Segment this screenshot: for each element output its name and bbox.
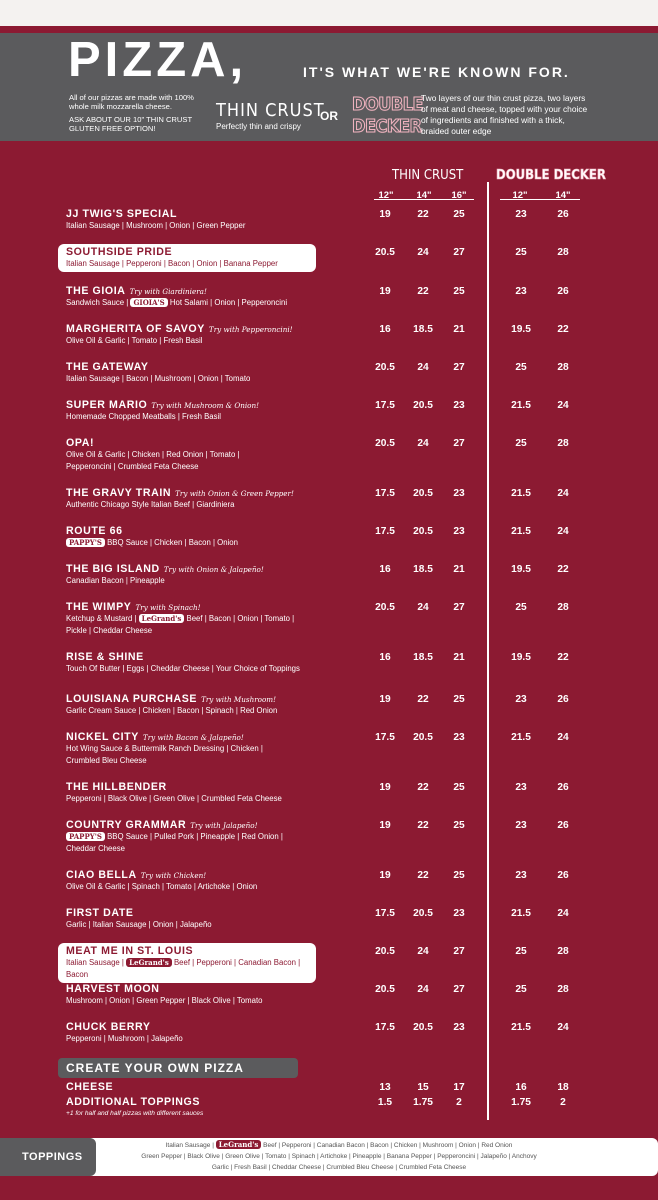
double-decker-logo <box>352 94 424 140</box>
pizza-name <box>58 601 316 613</box>
price-cell: 28 <box>557 247 569 258</box>
size-thin-16: 16" <box>451 190 467 201</box>
pizza-ingredients: PAPPY'S BBQ Sauce | Chicken | Bacon | Onion <box>58 537 316 549</box>
price-cell: 21.5 <box>511 400 531 411</box>
price-cell: 25 <box>515 247 527 258</box>
half-and-half-note: +1 for half and half pizzas with different sauces <box>66 1110 204 1117</box>
toppings-list <box>104 1140 574 1173</box>
price-cell: 25 <box>453 870 465 881</box>
page-title: PIZZA, <box>68 33 248 87</box>
pizza-name <box>58 487 316 499</box>
price-cell: 27 <box>453 247 465 258</box>
price-cell: 19 <box>379 870 391 881</box>
price-cell: 24 <box>417 247 429 258</box>
pizza-ingredients: Garlic Cream Sauce | Chicken | Bacon | Spinach | Red Onion <box>66 706 278 715</box>
price-cell: 25 <box>453 782 465 793</box>
pizza-ingredients: PAPPY'S BBQ Sauce | Pulled Pork | Pineapple | Red Onion | <box>58 831 316 843</box>
pizza-ingredients: Hot Wing Sauce & Buttermilk Ranch Dressing | Chicken | <box>66 744 263 753</box>
pizza-name-text: THE BIG ISLAND <box>66 563 160 575</box>
price-cell: 27 <box>453 438 465 449</box>
price-cell: 24 <box>557 400 569 411</box>
price-cell: 25 <box>515 602 527 613</box>
try-suggestion: Try with Onion & Green Pepper! <box>175 489 294 498</box>
price-cell: 2 <box>456 1097 462 1108</box>
price-cell: 25 <box>515 984 527 995</box>
pizza-name-text: HARVEST MOON <box>66 983 160 995</box>
price-cell: 21.5 <box>511 1022 531 1033</box>
pizza-name <box>58 563 316 575</box>
pizza-item <box>58 599 316 639</box>
price-cell: 17 <box>453 1082 465 1093</box>
price-cell: 23 <box>453 908 465 919</box>
price-cell: 22 <box>557 564 569 575</box>
price-cell: 20.5 <box>375 602 395 613</box>
double-word: DOUBLE <box>352 94 424 115</box>
brand-badge: LeGrand's <box>126 958 172 967</box>
try-suggestion: Try with Mushroom! <box>201 695 277 704</box>
pizza-item <box>58 867 316 895</box>
price-cell: 20.5 <box>375 984 395 995</box>
price-cell: 24 <box>557 908 569 919</box>
pizza-item <box>58 649 316 677</box>
price-cell: 20.5 <box>413 400 433 411</box>
pizza-name <box>58 246 316 258</box>
size-thin-14: 14" <box>416 190 432 201</box>
price-cell: 22 <box>417 820 429 831</box>
top-strip <box>0 0 658 26</box>
price-cell: 22 <box>417 694 429 705</box>
toppings-label: TOPPINGS <box>22 1151 83 1163</box>
try-suggestion: Try with Chicken! <box>140 871 207 880</box>
price-cell: 17.5 <box>375 1022 395 1033</box>
price-cell: 27 <box>453 602 465 613</box>
price-cell: 22 <box>417 782 429 793</box>
price-cell: 23 <box>453 1022 465 1033</box>
toppings-line: Garlic | Fresh Basil | Cheddar Cheese | Crumbled Bleu Cheese | Crumbled Feta Cheese <box>211 1164 467 1171</box>
pizza-item <box>58 1019 316 1047</box>
price-cell: 26 <box>557 286 569 297</box>
pizza-ingredients: Pepperoni | Black Olive | Green Olive | Crumbled Feta Cheese <box>66 794 282 803</box>
price-cell: 24 <box>557 488 569 499</box>
pizza-ingredients: Touch Of Butter | Eggs | Cheddar Cheese | Your Choice of Toppings <box>66 664 300 673</box>
price-cell: 16 <box>379 652 391 663</box>
pizza-name-text: CHUCK BERRY <box>66 1021 151 1033</box>
pizza-name <box>58 437 316 449</box>
price-cell: 28 <box>557 984 569 995</box>
price-cell: 19.5 <box>511 324 531 335</box>
price-cell: 16 <box>379 564 391 575</box>
pizza-item <box>58 321 316 349</box>
price-cell: 23 <box>515 782 527 793</box>
pizza-item <box>58 817 316 857</box>
price-cell: 26 <box>557 870 569 881</box>
price-cell: 17.5 <box>375 400 395 411</box>
pizza-item <box>58 397 316 425</box>
price-cell: 21.5 <box>511 732 531 743</box>
pizza-name <box>58 945 316 957</box>
price-cell: 22 <box>557 652 569 663</box>
price-cell: 19 <box>379 209 391 220</box>
pizza-name-text: CIAO BELLA <box>66 869 137 881</box>
pizza-name <box>58 781 316 793</box>
price-cell: 22 <box>417 209 429 220</box>
pizza-ingredients: Mushroom | Onion | Green Pepper | Black Olive | Tomato <box>66 996 263 1005</box>
price-cell: 26 <box>557 209 569 220</box>
cheese-label: CHEESE <box>66 1081 114 1093</box>
price-cell: 21 <box>453 652 465 663</box>
toppings-line: Green Pepper | Black Olive | Green Olive | Tomato | Spinach | Artichoke | Pineapple | Banana Pepper | Pepperoncini | Jalapeño | Anchovy <box>141 1153 537 1160</box>
pizza-ingredients: Authentic Chicago Style Italian Beef | Giardiniera <box>66 500 235 509</box>
price-cell: 24 <box>557 732 569 743</box>
price-cell: 20.5 <box>375 362 395 373</box>
try-suggestion: Try with Spinach! <box>135 603 201 612</box>
pizza-name-text: THE GRAVY TRAIN <box>66 487 172 499</box>
price-cell: 23 <box>515 870 527 881</box>
brand-badge: GIOIA'S <box>130 298 167 307</box>
pizza-ingredients: Pickle | Cheddar Cheese <box>66 626 153 635</box>
price-cell: 24 <box>557 1022 569 1033</box>
pizza-item <box>58 729 316 769</box>
pizza-ingredients: Cheddar Cheese <box>66 844 125 853</box>
thin-crust-title: THIN CRUST <box>216 100 325 121</box>
pizza-name <box>58 525 316 537</box>
intro-line-gluten-free: ASK ABOUT OUR 10" THIN CRUST GLUTEN FREE OPTION! <box>69 114 192 134</box>
price-cell: 26 <box>557 782 569 793</box>
pizza-item <box>58 435 316 475</box>
price-cell: 28 <box>557 946 569 957</box>
price-cell: 20.5 <box>413 488 433 499</box>
price-cell: 19 <box>379 694 391 705</box>
pizza-item <box>58 779 316 807</box>
brand-badge: LeGrand's <box>139 614 185 623</box>
thin-crust-column-header: THIN CRUST <box>392 168 464 183</box>
pizza-name-text: FIRST DATE <box>66 907 134 919</box>
price-cell: 22 <box>417 286 429 297</box>
price-cell: 13 <box>379 1082 391 1093</box>
thin-crust-subtitle: Perfectly thin and crispy <box>216 122 301 131</box>
price-cell: 22 <box>417 870 429 881</box>
price-cell: 21.5 <box>511 488 531 499</box>
pizza-name <box>58 983 316 995</box>
pizza-ingredients: Italian Sausage | Bacon | Mushroom | Onion | Tomato <box>66 374 251 383</box>
pizza-ingredients: Canadian Bacon | Pineapple <box>66 576 165 585</box>
pizza-ingredients: Olive Oil & Garlic | Chicken | Red Onion | Tomato | <box>66 450 240 459</box>
brand-badge: PAPPY'S <box>66 832 105 841</box>
price-cell: 20.5 <box>413 526 433 537</box>
intro-text <box>69 93 209 137</box>
pizza-ingredients: Olive Oil & Garlic | Tomato | Fresh Basil <box>66 336 203 345</box>
pizza-name-text: RISE & SHINE <box>66 651 144 663</box>
price-cell: 20.5 <box>413 1022 433 1033</box>
pizza-ingredients: Homemade Chopped Meatballs | Fresh Basil <box>66 412 222 421</box>
pizza-item <box>58 244 316 272</box>
price-cell: 1.75 <box>413 1097 433 1108</box>
price-cell: 22 <box>557 324 569 335</box>
pizza-item <box>58 359 316 387</box>
try-suggestion: Try with Bacon & Jalapeño! <box>142 733 244 742</box>
price-cell: 23 <box>453 732 465 743</box>
toppings-line: Italian Sausage | LeGrand's Beef | Pepperoni | Canadian Bacon | Bacon | Chicken | Mushroom | Onion | Red Onion <box>165 1140 513 1149</box>
pizza-item <box>58 943 316 983</box>
pizza-name <box>58 323 316 335</box>
price-cell: 24 <box>417 984 429 995</box>
pizza-name-text: JJ TWIG'S SPECIAL <box>66 208 178 220</box>
pizza-name <box>58 1021 316 1033</box>
or-word: OR <box>320 109 338 123</box>
pizza-item <box>58 691 316 719</box>
price-cell: 17.5 <box>375 526 395 537</box>
pizza-ingredients: Italian Sausage | Pepperoni | Bacon | Onion | Banana Pepper <box>66 259 278 268</box>
price-cell: 1.75 <box>511 1097 531 1108</box>
price-cell: 26 <box>557 820 569 831</box>
price-cell: 19 <box>379 286 391 297</box>
pizza-name-text: SUPER MARIO <box>66 399 148 411</box>
pizza-name <box>58 285 316 297</box>
price-cell: 21.5 <box>511 908 531 919</box>
price-cell: 24 <box>417 438 429 449</box>
pizza-name-text: THE GATEWAY <box>66 361 149 373</box>
price-cell: 18.5 <box>413 324 433 335</box>
price-cell: 18.5 <box>413 564 433 575</box>
pizza-name-text: MEAT ME IN ST. LOUIS <box>66 945 194 957</box>
pizza-ingredients: Italian Sausage | Mushroom | Onion | Green Pepper <box>66 221 246 230</box>
price-cell: 20.5 <box>375 247 395 258</box>
pizza-ingredients: Pepperoncini | Crumbled Feta Cheese <box>66 462 199 471</box>
try-suggestion: Try with Giardiniera! <box>129 287 207 296</box>
price-cell: 23 <box>515 286 527 297</box>
pizza-name-text: LOUISIANA PURCHASE <box>66 693 198 705</box>
price-cell: 25 <box>515 946 527 957</box>
pizza-item <box>58 561 316 589</box>
price-cell: 17.5 <box>375 488 395 499</box>
pizza-name <box>58 399 316 411</box>
pizza-name <box>58 361 316 373</box>
price-cell: 28 <box>557 602 569 613</box>
column-divider <box>487 182 489 1120</box>
price-cell: 23 <box>515 694 527 705</box>
price-cell: 27 <box>453 946 465 957</box>
price-cell: 1.5 <box>377 1097 393 1108</box>
pizza-item <box>58 485 316 513</box>
pizza-name-text: MARGHERITA OF SAVOY <box>66 323 205 335</box>
price-cell: 23 <box>453 400 465 411</box>
size-thin-12: 12" <box>378 190 394 201</box>
pizza-name <box>58 819 316 831</box>
price-cell: 25 <box>515 438 527 449</box>
price-cell: 16 <box>379 324 391 335</box>
price-cell: 21 <box>453 564 465 575</box>
tagline: IT'S WHAT WE'RE KNOWN FOR. <box>303 64 570 80</box>
pizza-ingredients: Ketchup & Mustard | LeGrand's Beef | Bacon | Onion | Tomato | <box>66 614 295 623</box>
pizza-ingredients: Garlic | Italian Sausage | Onion | Jalapeño <box>66 920 212 929</box>
price-cell: 23 <box>515 209 527 220</box>
pizza-name-text: SOUTHSIDE PRIDE <box>66 246 173 258</box>
price-cell: 2 <box>560 1097 566 1108</box>
price-cell: 25 <box>453 820 465 831</box>
pizza-ingredients: Olive Oil & Garlic | Spinach | Tomato | Artichoke | Onion <box>66 882 258 891</box>
intro-line-cheese: All of our pizzas are made with 100% whole milk mozzarella cheese. <box>69 93 194 112</box>
price-cell: 24 <box>417 946 429 957</box>
price-cell: 20.5 <box>375 438 395 449</box>
price-cell: 18.5 <box>413 652 433 663</box>
try-suggestion: Try with Mushroom & Onion! <box>151 401 260 410</box>
try-suggestion: Try with Onion & Jalapeño! <box>163 565 264 574</box>
price-cell: 27 <box>453 984 465 995</box>
pizza-name <box>58 693 316 705</box>
pizza-name <box>58 208 316 220</box>
price-cell: 19.5 <box>511 652 531 663</box>
pizza-ingredients: Sandwich Sauce | GIOIA'S Hot Salami | Onion | Pepperoncini <box>66 298 288 307</box>
size-dd-14: 14" <box>555 190 571 201</box>
double-decker-column-header: DOUBLE DECKER <box>496 168 606 183</box>
pizza-ingredients: Italian Sausage | LeGrand's Beef | Pepperoni | Canadian Bacon | Bacon <box>66 958 301 979</box>
pizza-name-text: NICKEL CITY <box>66 731 139 743</box>
additional-toppings-label: ADDITIONAL TOPPINGS <box>66 1096 201 1108</box>
pizza-name-text: COUNTRY GRAMMAR <box>66 819 187 831</box>
price-cell: 19.5 <box>511 564 531 575</box>
price-cell: 20.5 <box>413 908 433 919</box>
size-dd-12: 12" <box>512 190 528 201</box>
price-cell: 25 <box>453 694 465 705</box>
brand-badge: LeGrand's <box>216 1140 262 1149</box>
price-cell: 15 <box>417 1082 429 1093</box>
pizza-name-text: ROUTE 66 <box>66 525 123 537</box>
price-cell: 24 <box>557 526 569 537</box>
price-cell: 28 <box>557 438 569 449</box>
pizza-name-text: THE GIOIA <box>66 285 126 297</box>
price-cell: 23 <box>453 488 465 499</box>
price-cell: 26 <box>557 694 569 705</box>
create-your-own-title: CREATE YOUR OWN PIZZA <box>66 1061 244 1075</box>
price-cell: 23 <box>515 820 527 831</box>
pizza-name-text: THE WIMPY <box>66 601 132 613</box>
double-decker-description: Two layers of our thin crust pizza, two layers of meat and cheese, topped with your choice of ingredients and finished with a thick, braided outer edge <box>421 93 588 136</box>
price-cell: 19 <box>379 820 391 831</box>
try-suggestion: Try with Pepperoncini! <box>208 325 293 334</box>
price-cell: 17.5 <box>375 908 395 919</box>
price-cell: 24 <box>417 602 429 613</box>
pizza-name <box>58 651 316 663</box>
pizza-name-text: THE HILLBENDER <box>66 781 167 793</box>
brand-badge: PAPPY'S <box>66 538 105 547</box>
price-cell: 20.5 <box>413 732 433 743</box>
price-cell: 20.5 <box>375 946 395 957</box>
pizza-ingredients: Pepperoni | Mushroom | Jalapeño <box>66 1034 183 1043</box>
price-cell: 25 <box>453 209 465 220</box>
pizza-item <box>58 283 316 311</box>
price-cell: 21 <box>453 324 465 335</box>
pizza-name <box>58 907 316 919</box>
price-cell: 27 <box>453 362 465 373</box>
pizza-item <box>58 523 316 551</box>
pizza-item <box>58 206 316 234</box>
price-cell: 23 <box>453 526 465 537</box>
price-cell: 19 <box>379 782 391 793</box>
price-cell: 25 <box>515 362 527 373</box>
price-cell: 18 <box>557 1082 569 1093</box>
pizza-item <box>58 981 316 1009</box>
pizza-ingredients: Crumbled Bleu Cheese <box>66 756 147 765</box>
price-cell: 17.5 <box>375 732 395 743</box>
price-cell: 25 <box>453 286 465 297</box>
price-cell: 21.5 <box>511 526 531 537</box>
pizza-name <box>58 731 316 743</box>
pizza-name-text: OPA! <box>66 437 95 449</box>
try-suggestion: Try with Jalapeño! <box>190 821 258 830</box>
pizza-name <box>58 869 316 881</box>
pizza-item <box>58 905 316 933</box>
price-cell: 16 <box>515 1082 527 1093</box>
price-cell: 24 <box>417 362 429 373</box>
price-cell: 28 <box>557 362 569 373</box>
decker-word: DECKER <box>352 116 422 137</box>
